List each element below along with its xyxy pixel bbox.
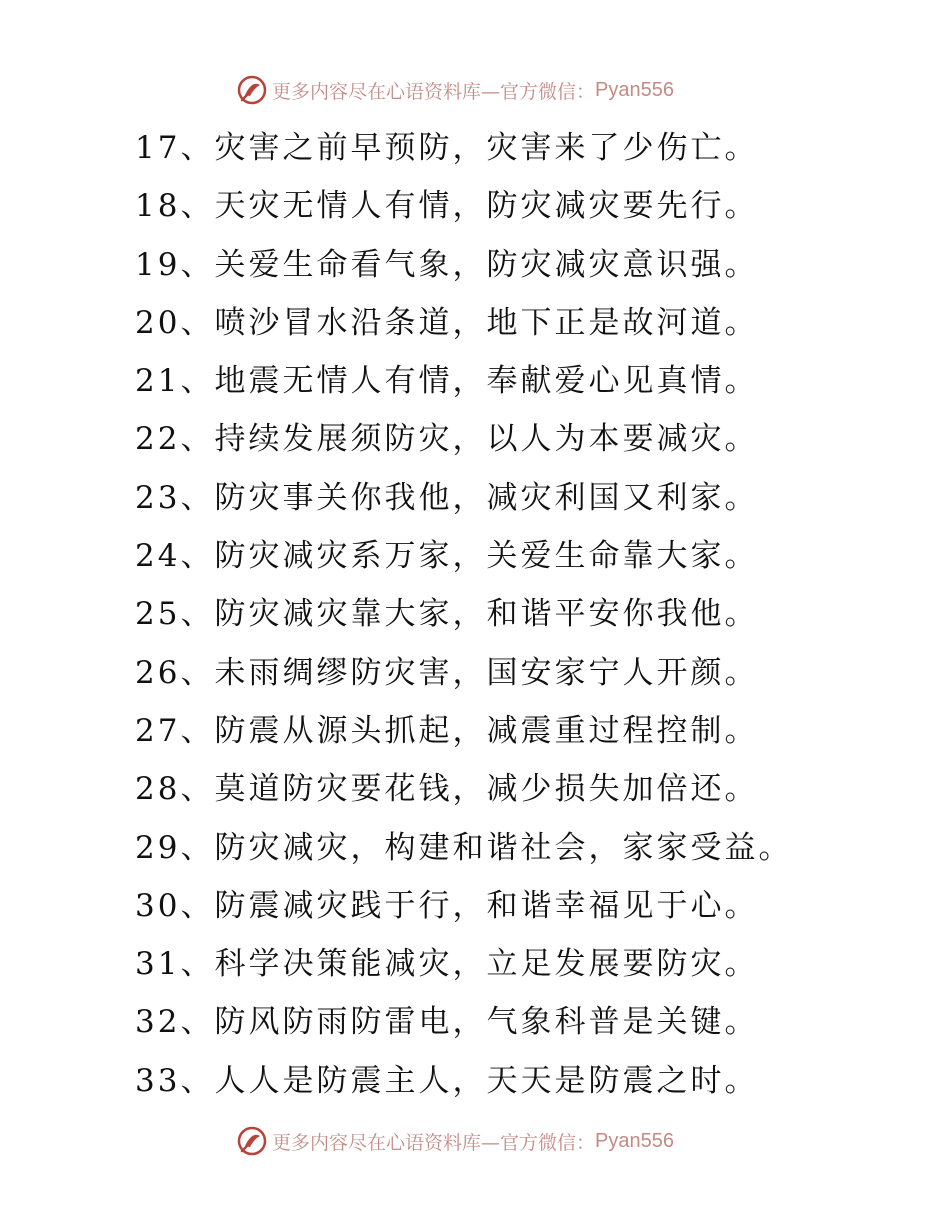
watermark-wechat-id: Pyan556 bbox=[595, 1129, 674, 1152]
slogan-line: 19、关爱生命看气象，防灾减灾意识强。 bbox=[135, 246, 759, 283]
slogan-line: 26、未雨绸缪防灾害，国安家宁人开颜。 bbox=[135, 654, 759, 691]
slogan-line: 33、人人是防震主人，天天是防震之时。 bbox=[135, 1062, 759, 1099]
slogan-list bbox=[135, 122, 935, 1113]
watermark-logo-icon bbox=[236, 74, 268, 106]
watermark-wechat-id: Pyan556 bbox=[595, 78, 674, 101]
footer-watermark bbox=[236, 1124, 674, 1158]
header-watermark bbox=[236, 73, 674, 107]
watermark-text: 更多内容尽在心语资料库—官方微信： bbox=[272, 80, 596, 103]
slogan-line: 31、科学决策能减灾，立足发展要防灾。 bbox=[135, 946, 759, 983]
watermark-logo-icon bbox=[236, 1125, 268, 1157]
slogan-line: 28、莫道防灾要花钱，减少损失加倍还。 bbox=[135, 771, 759, 808]
slogan-line: 21、地震无情人有情，奉献爱心见真情。 bbox=[135, 363, 759, 400]
slogan-line: 25、防灾减灾靠大家，和谐平安你我他。 bbox=[135, 596, 759, 633]
slogan-line: 18、天灾无情人有情，防灾减灾要先行。 bbox=[135, 188, 759, 225]
slogan-line: 27、防震从源头抓起，减震重过程控制。 bbox=[135, 712, 759, 749]
slogan-line: 29、防灾减灾，构建和谐社会，家家受益。 bbox=[135, 829, 793, 866]
slogan-line: 20、喷沙冒水沿条道，地下正是故河道。 bbox=[135, 304, 759, 341]
slogan-line: 32、防风防雨防雷电，气象科普是关键。 bbox=[135, 1004, 759, 1041]
slogan-line: 22、持续发展须防灾，以人为本要减灾。 bbox=[135, 421, 759, 458]
slogan-line: 24、防灾减灾系万家，关爱生命靠大家。 bbox=[135, 538, 759, 575]
slogan-line: 17、灾害之前早预防，灾害来了少伤亡。 bbox=[135, 130, 759, 166]
watermark-text: 更多内容尽在心语资料库—官方微信： bbox=[272, 1131, 596, 1154]
slogan-line: 23、防灾事关你我他，减灾利国又利家。 bbox=[135, 479, 759, 516]
slogan-line: 30、防震减灾践于行，和谐幸福见于心。 bbox=[135, 887, 759, 924]
